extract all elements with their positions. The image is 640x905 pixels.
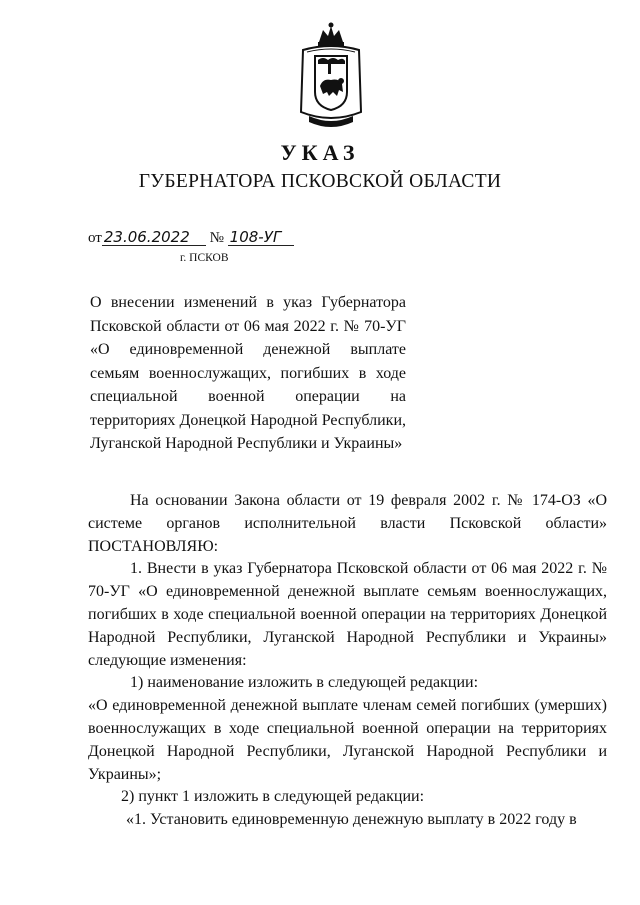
paragraph-item-1: 1. Внести в указ Губернатора Псковской области от 06 мая 2022 г. № 70-УГ «О единовременной денежной выплате семьям военнослужащих, погибших в ходе специальной военной операции на территориях Донецкой Народной Республики, Луганской Народной Республики и Украины» следующие изменения: <box>88 560 607 669</box>
coat-of-arms-icon <box>295 20 367 132</box>
date-number-line <box>88 229 294 247</box>
decree-body <box>88 490 607 832</box>
paragraph-subitem-1: 1) наименование изложить в следующей редакции: <box>130 674 479 692</box>
number-prefix: № <box>209 230 224 246</box>
paragraph-new-point-1: «1. Установить единовременную денежную выплату в 2022 году в <box>126 811 577 829</box>
decree-heading: О внесении изменений в указ Губернатора Псковской области от 06 мая 2022 г. № 70-УГ «О единовременной денежной выплате семьям военнослужащих, погибших в ходе специальной военной операции на территориях Донецкой Народной Республики, Луганской Народной Республики и Украины» <box>90 294 406 452</box>
handwritten-date: 23.06.2022 <box>102 229 206 246</box>
city-label: г. ПСКОВ <box>180 252 229 264</box>
paragraph-subitem-2: 2) пункт 1 изложить в следующей редакции: <box>121 788 425 806</box>
paragraph-basis: На основании Закона области от 19 февраля 2002 г. № 174-ОЗ «О системе органов исполнительной власти Псковской области» ПОСТАНОВЛЯЮ: <box>88 492 607 555</box>
document-title: УКАЗ <box>280 140 360 165</box>
document-subtitle: ГУБЕРНАТОРА ПСКОВСКОЙ ОБЛАСТИ <box>138 171 502 192</box>
paragraph-new-name: «О единовременной денежной выплате членам семей погибших (умерших) военнослужащих в ходе специальной военной операции на территориях Донецкой Народной Республики, Луганской Народной Республики и Украины»; <box>88 697 607 783</box>
handwritten-number: 108-УГ <box>228 229 294 246</box>
date-prefix: от <box>88 230 102 246</box>
